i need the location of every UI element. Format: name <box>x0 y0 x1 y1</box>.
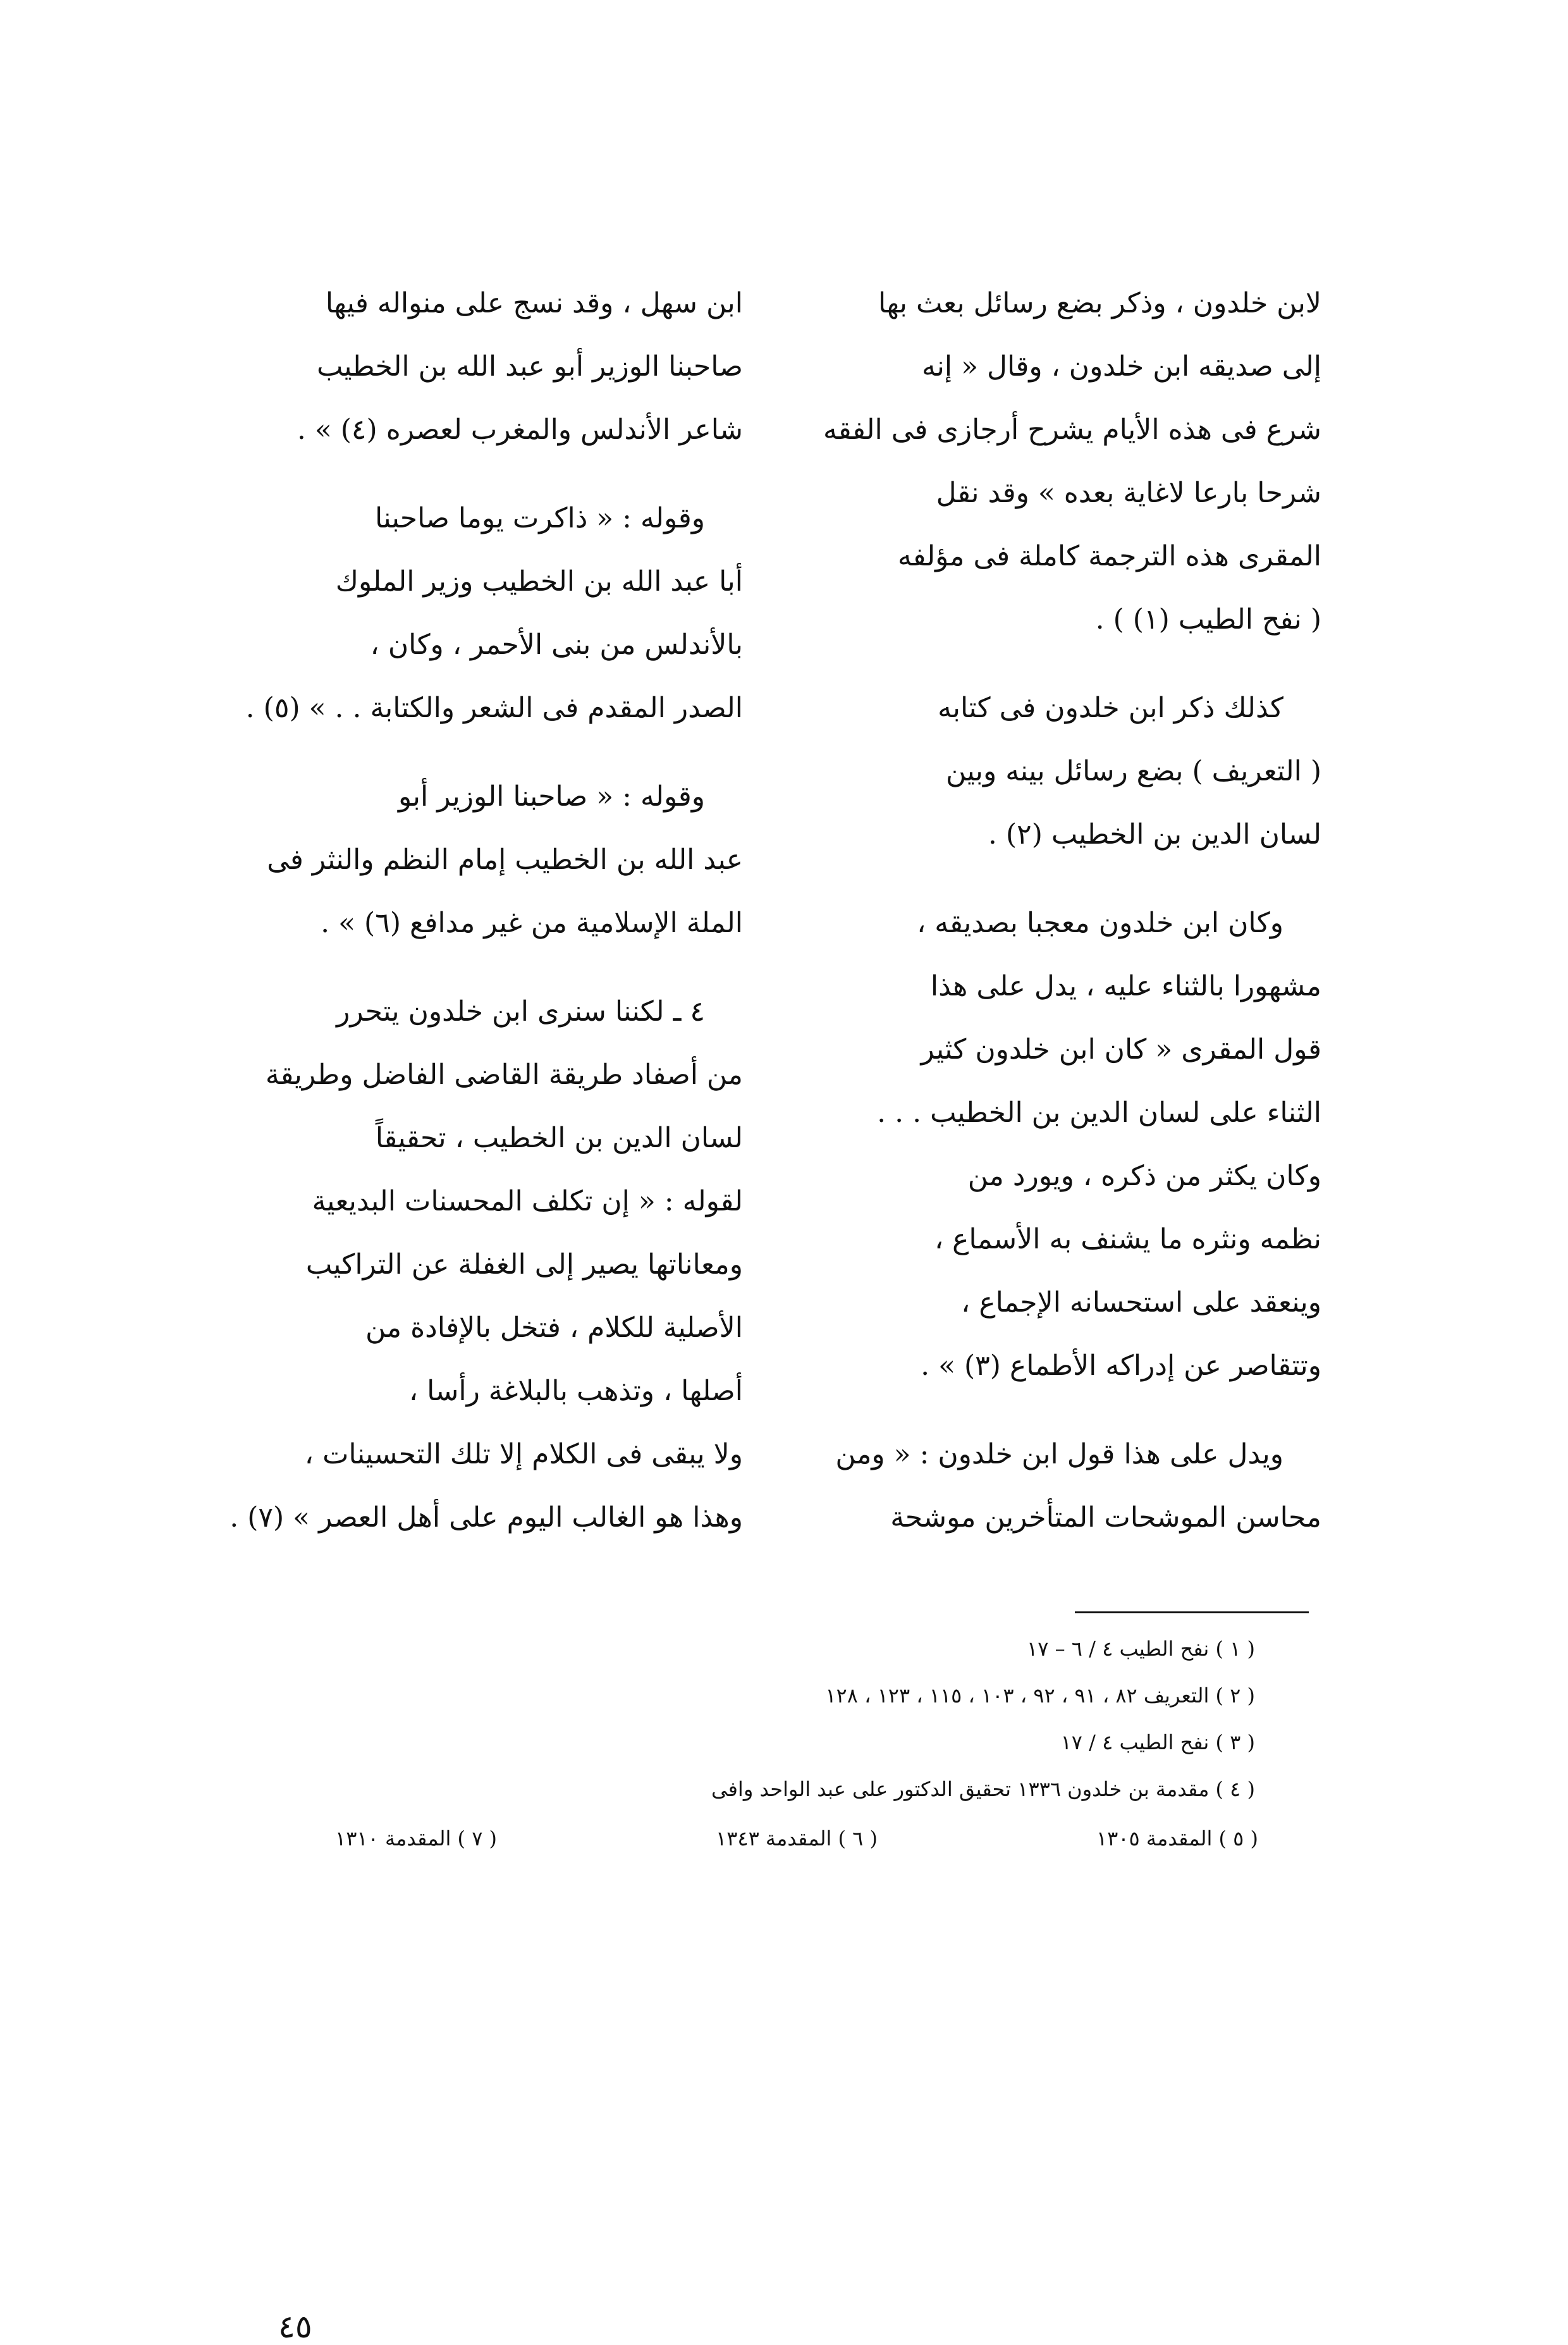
footnote: ( ٣ ) نفح الطيب ٤ / ١٧ <box>1060 1730 1255 1754</box>
text-line: المقرى هذه الترجمة كاملة فى مؤلفه <box>897 540 1321 572</box>
text-line: وتتقاصر عن إدراكه الأطماع (٣) » . <box>921 1350 1321 1382</box>
text-line: كذلك ذكر ابن خلدون فى كتابه <box>938 692 1283 724</box>
text-line: أصلها ، وتذهب بالبلاغة رأسا ، <box>408 1375 743 1407</box>
footnote: ( ٧ ) المقدمة ١٣١٠ <box>335 1826 498 1850</box>
text-line: الثناء على لسان الدين بن الخطيب . . . <box>877 1097 1321 1129</box>
footnote: ( ٢ ) التعريف ٨٢ ، ٩١ ، ٩٢ ، ١٠٣ ، ١١٥ ، ١٢٣ ، ١٢٨ <box>825 1683 1255 1708</box>
footnotes-row <box>335 1815 1258 1862</box>
text-line: وهذا هو الغالب اليوم على أهل العصر » (٧) . <box>230 1501 743 1534</box>
text-line: مشهورا بالثناء عليه ، يدل على هذا <box>930 970 1321 1002</box>
text-line: ولا يبقى فى الكلام إلا تلك التحسينات ، <box>304 1438 743 1470</box>
footnote: ( ١ ) نفح الطيب ٤ / ٦ – ١٧ <box>1027 1637 1255 1661</box>
text-line: شرحا بارعا لاغاية بعده » وقد نقل <box>936 477 1321 509</box>
text-line: لسان الدين بن الخطيب (٢) . <box>988 818 1321 851</box>
text-line: لقوله : « إن تكلف المحسنات البديعية <box>312 1185 743 1217</box>
text-line: محاسن الموشحات المتأخرين موشحة <box>890 1501 1321 1534</box>
footnote: ( ٥ ) المقدمة ١٣٠٥ <box>1096 1826 1258 1850</box>
text-line: ومعاناتها يصير إلى الغفلة عن التراكيب <box>305 1248 743 1281</box>
left-column <box>230 272 743 1549</box>
text-line: ( التعريف ) بضع رسائل بينه وبين <box>945 755 1321 787</box>
text-line: أبا عبد الله بن الخطيب وزير الملوك <box>335 565 743 598</box>
text-line: وينعقد على استحسانه الإجماع ، <box>961 1286 1321 1319</box>
text-line: إلى صديقه ابن خلدون ، وقال « إنه <box>922 350 1321 383</box>
text-line: وكان يكثر من ذكره ، ويورد من <box>967 1160 1321 1192</box>
text-line: لابن خلدون ، وذكر بضع رسائل بعث بها <box>878 287 1321 319</box>
text-line: بالأندلس من بنى الأحمر ، وكان ، <box>370 629 743 661</box>
text-line: وكان ابن خلدون معجبا بصديقه ، <box>917 907 1283 939</box>
text-line: نظمه ونثره ما يشنف به الأسماع ، <box>934 1223 1321 1255</box>
text-line: شاعر الأندلس والمغرب لعصره (٤) » . <box>297 414 743 446</box>
footnote-separator <box>1075 1611 1309 1613</box>
text-line: الصدر المقدم فى الشعر والكتابة . . » (٥) . <box>245 692 743 724</box>
page-number: ٤٥ <box>278 2308 312 2345</box>
text-line: وقوله : « ذاكرت يوما صاحبنا <box>374 502 705 534</box>
text-line: شرع فى هذه الأيام يشرح أرجازى فى الفقه <box>823 414 1321 446</box>
text-line: وقوله : « صاحبنا الوزير أبو <box>398 780 705 813</box>
text-line: الأصلية للكلام ، فتخل بالإفادة من <box>365 1312 743 1344</box>
text-line: ٤ ـ لكننا سنرى ابن خلدون يتحرر <box>336 995 705 1028</box>
text-line: ابن سهل ، وقد نسج على منواله فيها <box>325 287 743 319</box>
text-line: ويدل على هذا قول ابن خلدون : « ومن <box>835 1438 1283 1470</box>
text-line: الملة الإسلامية من غير مدافع (٦) » . <box>321 907 743 939</box>
footnote: ( ٦ ) المقدمة ١٣٤٣ <box>716 1826 878 1850</box>
right-column <box>823 272 1321 1549</box>
footnotes <box>620 1625 1255 1813</box>
text-line: لسان الدين بن الخطيب ، تحقيقاً <box>375 1122 743 1154</box>
text-line: ( نفح الطيب (١) ) . <box>1095 603 1321 636</box>
footnote: ( ٤ ) مقدمة بن خلدون ١٣٣٦ تحقيق الدكتور على عبد الواحد وافى <box>711 1777 1255 1801</box>
text-line: عبد الله بن الخطيب إمام النظم والنثر فى <box>267 844 743 876</box>
text-line: قول المقرى « كان ابن خلدون كثير <box>921 1033 1321 1066</box>
text-line: من أصفاد طريقة القاضى الفاضل وطريقة <box>265 1059 743 1091</box>
text-line: صاحبنا الوزير أبو عبد الله بن الخطيب <box>317 350 743 383</box>
